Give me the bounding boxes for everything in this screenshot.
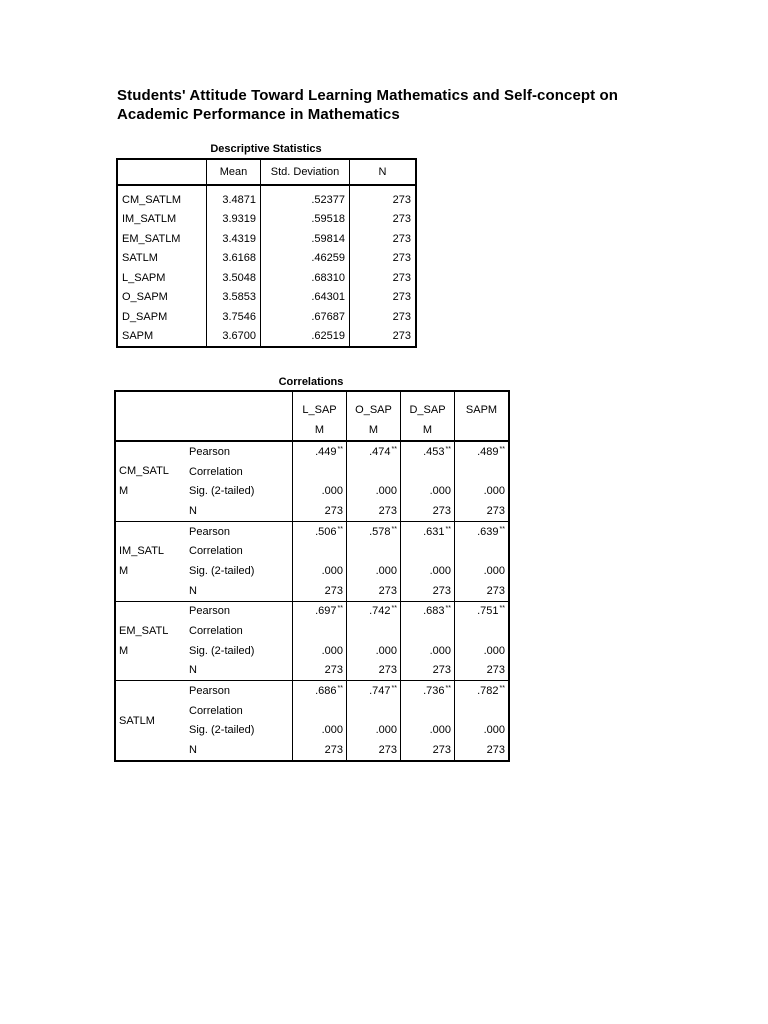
- stat-label-correlation: Correlation: [189, 465, 243, 478]
- correlations-cell: [401, 541, 455, 561]
- correlations-cell: [455, 541, 510, 561]
- descriptive-header-mean: Mean: [207, 159, 261, 185]
- descriptive-row: [117, 185, 416, 210]
- stat-label-n: N: [189, 504, 197, 517]
- correlations-cell: .631**: [401, 521, 455, 541]
- correlations-header-col: SAPM: [455, 391, 510, 441]
- stat-label-sig: Sig. (2-tailed): [189, 564, 255, 577]
- correlations-row: [115, 521, 509, 541]
- correlations-cell: 273: [401, 661, 455, 681]
- correlations-cell: 273: [401, 581, 455, 601]
- descriptive-statistics-table: [116, 158, 417, 348]
- correlations-cell: 273: [455, 501, 510, 521]
- correlations-cell: [401, 462, 455, 482]
- descriptive-n-value: 273: [350, 327, 417, 348]
- correlations-cell: 273: [293, 581, 347, 601]
- descriptive-n-value: 273: [350, 210, 417, 230]
- correlations-cell: 273: [455, 661, 510, 681]
- descriptive-header-n: N: [350, 159, 417, 185]
- descriptive-statistics-caption: Descriptive Statistics: [210, 143, 322, 155]
- correlations-cell: [347, 621, 401, 641]
- correlations-cell: .474**: [347, 441, 401, 462]
- descriptive-row-label: O_SAPM: [122, 291, 168, 304]
- stat-label-pearson: Pearson: [186, 601, 293, 621]
- descriptive-row-label: L_SAPM: [122, 271, 166, 284]
- descriptive-mean-value: 3.5853: [207, 288, 261, 308]
- descriptive-std-deviation-value: .59518: [261, 210, 350, 230]
- correlations-cell: [401, 701, 455, 721]
- stat-label-correlation: Correlation: [189, 704, 243, 717]
- descriptive-row-label: IM_SATLM: [122, 213, 177, 226]
- correlations-cell: .697**: [293, 601, 347, 621]
- correlations-cell: [455, 701, 510, 721]
- significance-marker: **: [391, 685, 397, 693]
- correlations-cell: [347, 701, 401, 721]
- descriptive-row: [117, 249, 416, 269]
- significance-marker: **: [337, 685, 343, 693]
- stat-label-sig: Sig. (2-tailed): [189, 644, 255, 657]
- descriptive-std-deviation-value: .64301: [261, 288, 350, 308]
- correlations-cell: .000: [455, 641, 510, 661]
- stat-label-sig: Sig. (2-tailed): [189, 724, 255, 737]
- significance-marker: **: [337, 605, 343, 613]
- correlations-cell: [293, 701, 347, 721]
- correlations-cell: 273: [455, 740, 510, 761]
- descriptive-row-label: CM_SATLM: [122, 193, 182, 206]
- correlations-cell: .000: [293, 481, 347, 501]
- correlations-cell: [347, 541, 401, 561]
- descriptive-n-value: 273: [350, 268, 417, 288]
- descriptive-n-value: 273: [350, 307, 417, 327]
- correlations-header-col: L_SAP M: [293, 391, 347, 441]
- correlations-cell: .000: [293, 561, 347, 581]
- descriptive-row-label: SATLM: [122, 252, 158, 265]
- correlations-cell: .578**: [347, 521, 401, 541]
- descriptive-mean-value: 3.9319: [207, 210, 261, 230]
- document-title-line-1: Students' Attitude Toward Learning Mathematics and Self-concept on: [117, 87, 619, 104]
- correlations-row: [115, 441, 509, 462]
- descriptive-std-deviation-value: .67687: [261, 307, 350, 327]
- correlations-group-label: EM_SATL M: [115, 601, 186, 681]
- correlations-header-col: D_SAP M: [401, 391, 455, 441]
- descriptive-n-value: 273: [350, 185, 417, 210]
- correlations-header-row: [115, 391, 509, 441]
- document-title-line-2: Academic Performance in Mathematics: [117, 106, 400, 123]
- descriptive-row: [117, 210, 416, 230]
- correlations-cell: .000: [401, 481, 455, 501]
- descriptive-std-deviation-value: .52377: [261, 185, 350, 210]
- correlations-cell: .000: [401, 641, 455, 661]
- descriptive-row-label: D_SAPM: [122, 310, 168, 323]
- document-title: [117, 86, 717, 124]
- stat-label-n: N: [189, 744, 197, 757]
- descriptive-header-std-deviation: Std. Deviation: [261, 159, 350, 185]
- descriptive-mean-value: 3.6700: [207, 327, 261, 348]
- correlations-cell: 273: [293, 740, 347, 761]
- descriptive-header-blank: [117, 159, 207, 185]
- descriptive-row: [117, 307, 416, 327]
- descriptive-std-deviation-value: .59814: [261, 229, 350, 249]
- significance-marker: **: [499, 685, 505, 693]
- correlations-row: [115, 681, 509, 701]
- correlations-cell: .000: [347, 721, 401, 741]
- correlations-cell: .742**: [347, 601, 401, 621]
- stat-label-pearson: Pearson: [186, 521, 293, 541]
- significance-marker: **: [337, 525, 343, 533]
- correlations-cell: .449**: [293, 441, 347, 462]
- stat-label-correlation: Correlation: [189, 545, 243, 558]
- correlations-cell: .453**: [401, 441, 455, 462]
- descriptive-row: [117, 229, 416, 249]
- stat-label-pearson: Pearson: [186, 681, 293, 701]
- stat-label-pearson: Pearson: [189, 445, 230, 458]
- significance-marker: **: [445, 685, 451, 693]
- descriptive-n-value: 273: [350, 288, 417, 308]
- correlations-group-label: IM_SATL M: [115, 521, 186, 601]
- correlations-header-col: O_SAP M: [347, 391, 401, 441]
- significance-marker: **: [445, 605, 451, 613]
- descriptive-mean-value: 3.6168: [207, 249, 261, 269]
- descriptive-header-row: [117, 159, 416, 185]
- correlations-cell: [293, 621, 347, 641]
- significance-marker: **: [445, 445, 451, 453]
- correlations-cell: .000: [347, 481, 401, 501]
- correlations-cell: .000: [455, 481, 510, 501]
- correlations-cell: 273: [455, 581, 510, 601]
- correlations-cell: 273: [347, 501, 401, 521]
- descriptive-mean-value: 3.5048: [207, 268, 261, 288]
- significance-marker: **: [337, 445, 343, 453]
- correlations-cell: [293, 462, 347, 482]
- correlations-cell: 273: [293, 661, 347, 681]
- correlations-cell: .000: [455, 561, 510, 581]
- significance-marker: **: [391, 445, 397, 453]
- correlations-cell: 273: [347, 581, 401, 601]
- correlations-cell: [455, 462, 510, 482]
- correlations-table: [114, 390, 510, 762]
- descriptive-row: [117, 327, 416, 348]
- correlations-cell: .000: [455, 721, 510, 741]
- correlations-cell: .489**: [455, 441, 510, 462]
- significance-marker: **: [499, 445, 505, 453]
- correlations-cell: .751**: [455, 601, 510, 621]
- correlations-cell: .506**: [293, 521, 347, 541]
- stat-label-sig: Sig. (2-tailed): [189, 485, 255, 498]
- descriptive-row-label: EM_SATLM: [122, 232, 181, 245]
- stat-label-n: N: [189, 584, 197, 597]
- correlations-group-label: CM_SATL M: [119, 465, 169, 498]
- descriptive-std-deviation-value: .46259: [261, 249, 350, 269]
- correlations-cell: [455, 621, 510, 641]
- correlations-cell: .683**: [401, 601, 455, 621]
- descriptive-n-value: 273: [350, 249, 417, 269]
- correlations-header-blank: [115, 391, 293, 441]
- descriptive-row-label: SAPM: [122, 330, 154, 343]
- significance-marker: **: [499, 605, 505, 613]
- descriptive-mean-value: 3.4319: [207, 229, 261, 249]
- significance-marker: **: [445, 525, 451, 533]
- correlations-cell: [401, 621, 455, 641]
- correlations-caption: Correlations: [278, 376, 344, 388]
- correlations-cell: .000: [347, 641, 401, 661]
- correlations-cell: .000: [401, 561, 455, 581]
- correlations-cell: .000: [293, 641, 347, 661]
- significance-marker: **: [499, 525, 505, 533]
- correlations-cell: .736**: [401, 681, 455, 701]
- correlations-cell: .000: [401, 721, 455, 741]
- stat-label-correlation: Correlation: [189, 625, 243, 638]
- descriptive-n-value: 273: [350, 229, 417, 249]
- descriptive-std-deviation-value: .62519: [261, 327, 350, 348]
- correlations-cell: .747**: [347, 681, 401, 701]
- correlations-group-label: SATLM: [115, 681, 186, 761]
- significance-marker: **: [391, 525, 397, 533]
- correlations-cell: 273: [293, 501, 347, 521]
- descriptive-row: [117, 268, 416, 288]
- correlations-cell: 273: [347, 740, 401, 761]
- correlations-cell: 273: [401, 501, 455, 521]
- correlations-cell: .639**: [455, 521, 510, 541]
- correlations-cell: .686**: [293, 681, 347, 701]
- correlations-cell: 273: [401, 740, 455, 761]
- correlations-cell: .000: [293, 721, 347, 741]
- descriptive-mean-value: 3.7546: [207, 307, 261, 327]
- descriptive-std-deviation-value: .68310: [261, 268, 350, 288]
- correlations-cell: [293, 541, 347, 561]
- correlations-row: [115, 601, 509, 621]
- descriptive-row: [117, 288, 416, 308]
- correlations-cell: 273: [347, 661, 401, 681]
- correlations-cell: .782**: [455, 681, 510, 701]
- stat-label-n: N: [189, 664, 197, 677]
- correlations-cell: .000: [347, 561, 401, 581]
- descriptive-mean-value: 3.4871: [207, 185, 261, 210]
- significance-marker: **: [391, 605, 397, 613]
- correlations-cell: [347, 462, 401, 482]
